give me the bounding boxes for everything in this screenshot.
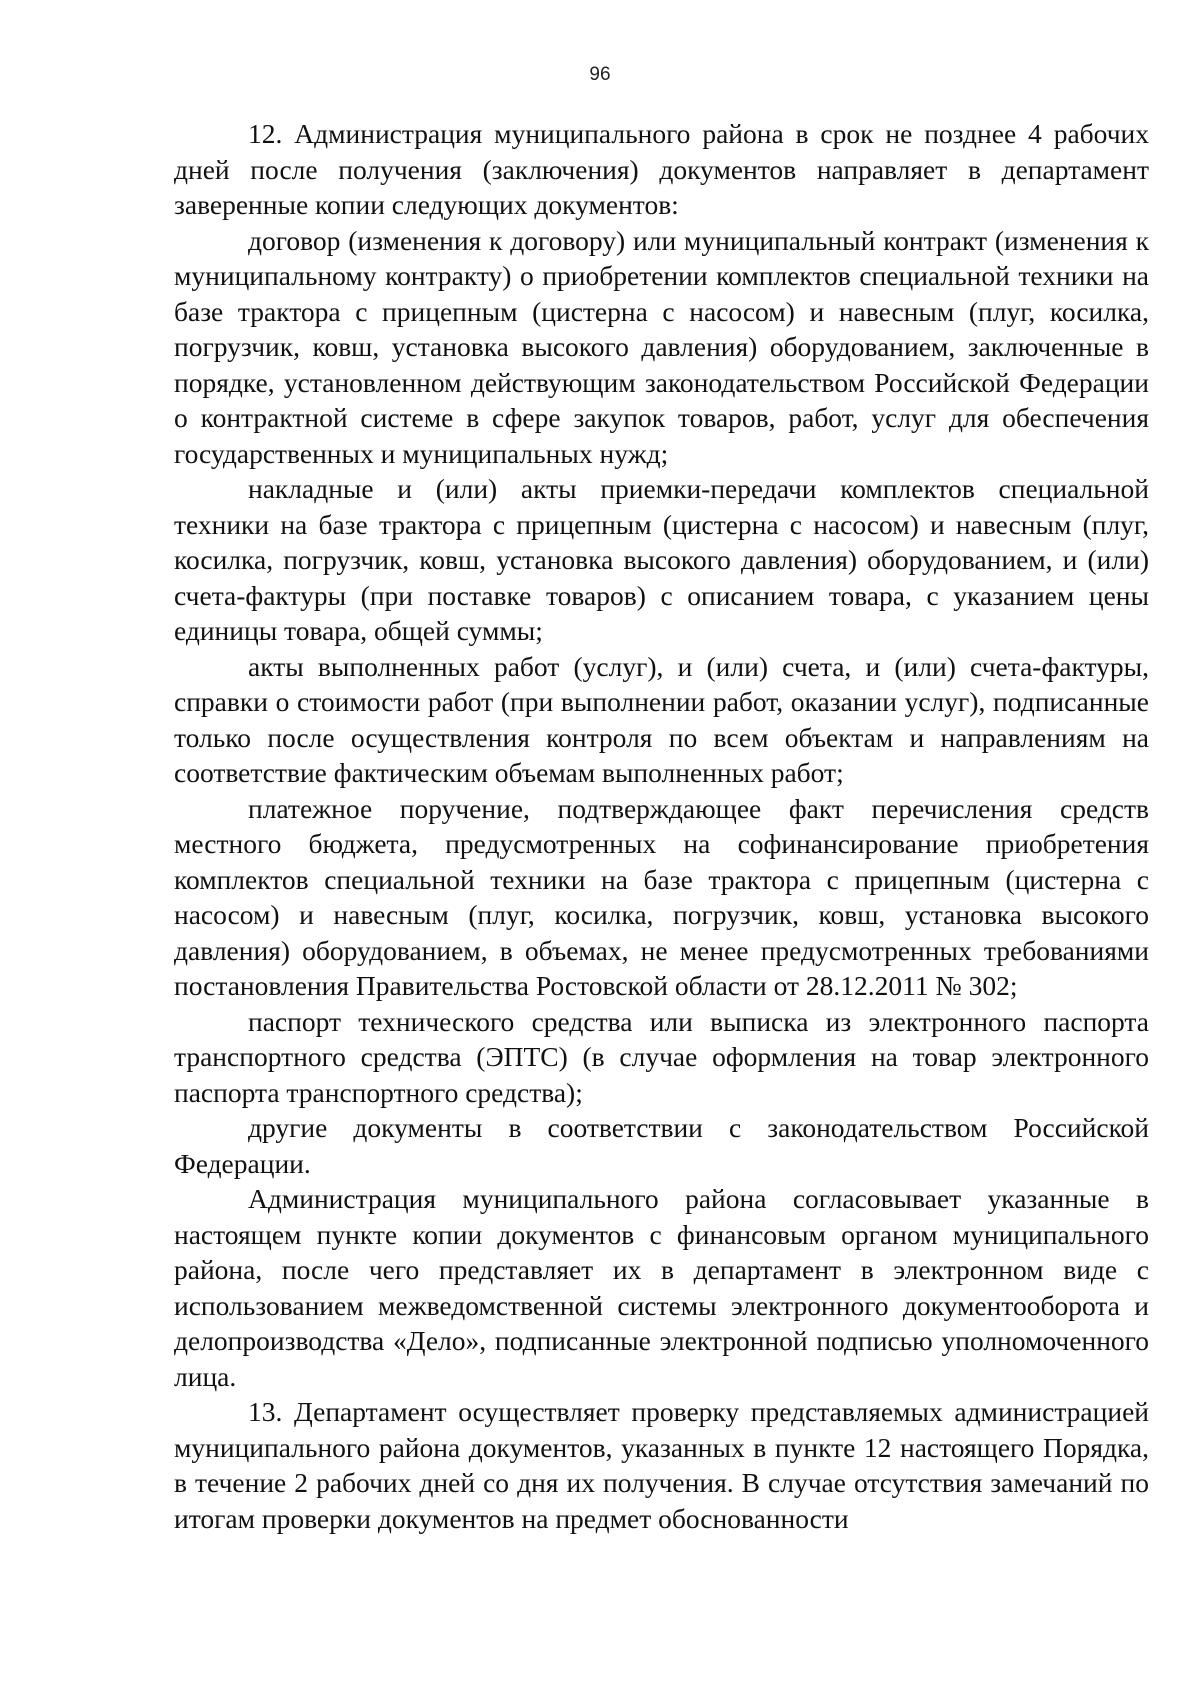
paragraph-passport: паспорт технического средства или выписка из электронного паспорта транспортного средства (ЭПТС) (в случае оформления на товар электронного паспорта транспортного средства);	[174, 1005, 1149, 1108]
paragraph-acts: акты выполненных работ (услуг), и (или) счета, и (или) счета-фактуры, справки о стоимости работ (при выполнении работ, оказании услуг), подписанные только после осуществления контроля по всем объектам и направлениям на соответствие фактическим объемам выполненных работ;	[174, 650, 1149, 788]
paragraph-other-documents: другие документы в соответствии с законодательством Российской Федерации.	[174, 1112, 1149, 1179]
paragraph-waybills: накладные и (или) акты приемки-передачи комплектов специальной техники на базе трактора с прицепным (цистерна с насосом) и навесным (плуг, косилка, погрузчик, ковш, установка высокого давления) оборудованием, и (или) счета-фактуры (при поставке товаров) с описанием товара, с указанием цены единицы товара, общей суммы;	[174, 473, 1149, 646]
paragraph-approval: Администрация муниципального района согласовывает указанные в настоящем пункте копии документов с финансовым органом муниципального района, после чего представляет их в департамент в электронном виде с использованием межведомственной системы электронного документооборота и делопроизводства «Дело», подписанные электронной подписью уполномоченного лица.	[174, 1183, 1149, 1392]
page-number: 96	[589, 64, 611, 85]
paragraph-payment-order: платежное поручение, подтверждающее факт перечисления средств местного бюджета, предусмотренных на софинансирование приобретения комплектов специальной техники на базе трактора с прицепным (цистерна с насосом) и навесным (плуг, косилка, погрузчик, ковш, установка высокого давления) оборудованием, в объемах, не менее предусмотренных требованиями постановления Правительства Ростовской области от 28.12.2011 № 302;	[174, 792, 1149, 1001]
paragraph-contract: договор (изменения к договору) или муниципальный контракт (изменения к муниципальному контракту) о приобретении комплектов специальной техники на базе трактора с прицепным (цистерна с насосом) и навесным (плуг, косилка, погрузчик, ковш, установка высокого давления) оборудованием, заключенные в порядке, установленном действующим законодательством Российской Федерации о контрактной системе в сфере закупок товаров, работ, услуг для обеспечения государственных и муниципальных нужд;	[174, 224, 1149, 469]
document-body	[174, 116, 1149, 1536]
paragraph-13: 13. Департамент осуществляет проверку представляемых администрацией муниципального района документов, указанных в пункте 12 настоящего Порядка, в течение 2 рабочих дней со дня их получения. В случае отсутствия замечаний по итогам проверки документов на предмет обоснованности	[174, 1396, 1149, 1534]
paragraph-12-intro: 12. Администрация муниципального района в срок не позднее 4 рабочих дней после получения (заключения) документов направляет в департамент заверенные копии следующих документов:	[174, 118, 1149, 220]
